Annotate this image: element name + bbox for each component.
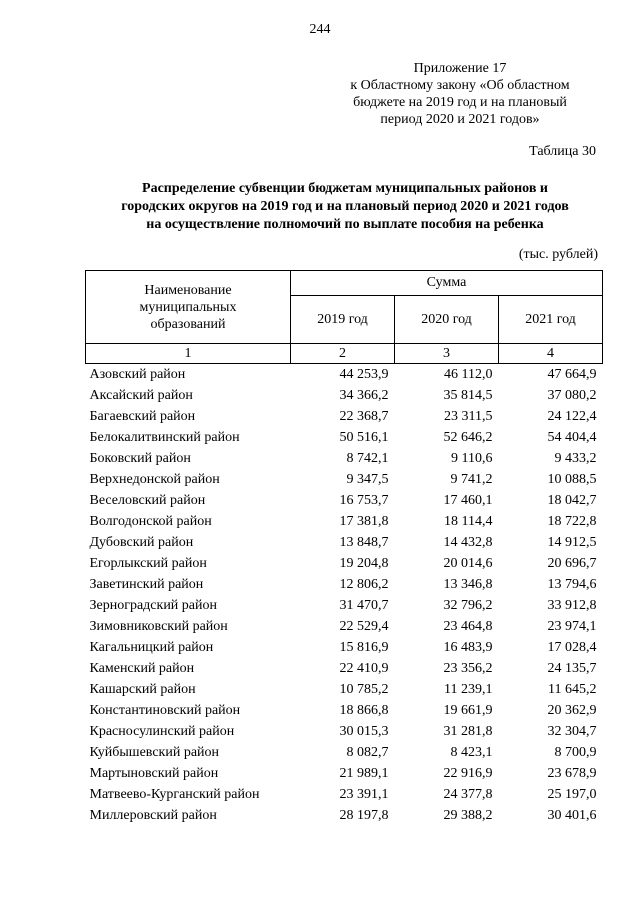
amount-cell: 54 404,4 — [547, 430, 597, 445]
table-row — [86, 511, 603, 532]
municipality-name: Миллеровский район — [89, 808, 217, 823]
amount-cell: 23 678,9 — [547, 766, 597, 781]
amount-cell: 22 529,4 — [339, 619, 389, 634]
amount-cell: 11 239,1 — [444, 682, 493, 697]
amount-cell: 23 311,5 — [444, 409, 493, 424]
amount-cell: 19 204,8 — [339, 556, 389, 571]
amount-cell: 18 042,7 — [547, 493, 597, 508]
amount-cell: 9 433,2 — [554, 451, 597, 466]
amount-cell: 32 304,7 — [547, 724, 597, 739]
table-row — [86, 679, 603, 700]
document-title — [85, 180, 605, 234]
page-number: 244 — [309, 22, 331, 37]
column-index: 2 — [291, 344, 395, 364]
amount-cell: 17 381,8 — [339, 514, 389, 529]
amount-cell: 31 281,8 — [443, 724, 493, 739]
amount-cell: 20 696,7 — [547, 556, 597, 571]
amount-cell: 44 253,9 — [339, 367, 389, 382]
table-row — [86, 385, 603, 406]
amount-cell: 24 377,8 — [443, 787, 493, 802]
amount-cell: 23 391,1 — [339, 787, 389, 802]
table-row — [86, 406, 603, 427]
municipality-name: Куйбышевский район — [89, 745, 220, 760]
municipality-name: Кагальницкий район — [89, 640, 214, 655]
municipality-name: Боковский район — [89, 451, 191, 466]
amount-cell: 12 806,2 — [339, 577, 389, 592]
municipality-name: Аксайский район — [89, 388, 193, 403]
amount-cell: 52 646,2 — [443, 430, 493, 445]
subvention-table — [85, 270, 603, 826]
amount-cell: 13 848,7 — [339, 535, 389, 550]
table-row — [86, 763, 603, 784]
table-row — [86, 784, 603, 805]
header-name-line: Наименование — [144, 282, 232, 298]
amount-cell: 10 785,2 — [339, 682, 389, 697]
table-row — [86, 616, 603, 637]
municipality-name: Белокалитвинский район — [89, 430, 240, 445]
amount-cell: 24 135,7 — [547, 661, 597, 676]
amount-cell: 15 816,9 — [339, 640, 389, 655]
table-label: Таблица 30 — [529, 144, 596, 159]
title-line: городских округов на 2019 год и на плановый период 2020 и 2021 годов — [121, 199, 569, 214]
municipality-name: Волгодонской район — [89, 514, 212, 529]
amount-cell: 46 112,0 — [444, 367, 493, 382]
header-year-2021: 2021 год — [499, 296, 603, 344]
amount-cell: 31 470,7 — [339, 598, 389, 613]
municipality-name: Веселовский район — [89, 493, 206, 508]
amount-cell: 22 410,9 — [339, 661, 389, 676]
table-row — [86, 553, 603, 574]
amount-cell: 16 483,9 — [443, 640, 493, 655]
header-year-2020: 2020 год — [395, 296, 499, 344]
amount-cell: 13 346,8 — [443, 577, 493, 592]
amount-cell: 28 197,8 — [339, 808, 389, 823]
appendix-line: бюджете на 2019 год и на плановый — [353, 95, 567, 110]
amount-cell: 18 114,4 — [444, 514, 493, 529]
amount-cell: 10 088,5 — [547, 472, 597, 487]
table-row — [86, 805, 603, 826]
table-row — [86, 721, 603, 742]
amount-cell: 24 122,4 — [547, 409, 597, 424]
municipality-name: Мартыновский район — [89, 766, 219, 781]
amount-cell: 23 464,8 — [443, 619, 493, 634]
amount-cell: 8 742,1 — [346, 451, 389, 466]
table-row — [86, 595, 603, 616]
amount-cell: 35 814,5 — [443, 388, 493, 403]
header-year-2019: 2019 год — [291, 296, 395, 344]
appendix-reference — [330, 60, 590, 128]
amount-cell: 19 661,9 — [443, 703, 493, 718]
amount-cell: 8 082,7 — [346, 745, 389, 760]
amount-cell: 8 700,9 — [554, 745, 597, 760]
table-row — [86, 427, 603, 448]
amount-cell: 20 362,9 — [547, 703, 597, 718]
header-sum: Сумма — [291, 271, 603, 296]
appendix-line: Приложение 17 — [413, 61, 507, 76]
municipality-name: Азовский район — [89, 367, 186, 382]
municipality-name: Каменский район — [89, 661, 195, 676]
table-row — [86, 364, 603, 386]
municipality-name: Матвеево-Курганский район — [89, 787, 260, 802]
table-row — [86, 700, 603, 721]
amount-cell: 9 347,5 — [346, 472, 389, 487]
amount-cell: 30 015,3 — [339, 724, 389, 739]
amount-cell: 37 080,2 — [547, 388, 597, 403]
table-row — [86, 658, 603, 679]
municipality-name: Кашарский район — [89, 682, 196, 697]
amount-cell: 25 197,0 — [547, 787, 597, 802]
municipality-name: Верхнедонской район — [89, 472, 220, 487]
amount-cell: 8 423,1 — [450, 745, 493, 760]
municipality-name: Константиновский район — [89, 703, 241, 718]
table-row — [86, 742, 603, 763]
table-row — [86, 490, 603, 511]
appendix-line: период 2020 и 2021 годов» — [380, 112, 540, 127]
table-body — [86, 364, 603, 827]
amount-cell: 9 110,6 — [451, 451, 493, 466]
amount-cell: 22 368,7 — [339, 409, 389, 424]
amount-cell: 50 516,1 — [339, 430, 389, 445]
units-label: (тыс. рублей) — [518, 247, 598, 262]
municipality-name: Дубовский район — [89, 535, 194, 550]
amount-cell: 16 753,7 — [339, 493, 389, 508]
amount-cell: 18 722,8 — [547, 514, 597, 529]
municipality-name: Заветинский район — [89, 577, 204, 592]
appendix-line: к Областному закону «Об областном — [350, 78, 570, 93]
table-row — [86, 637, 603, 658]
amount-cell: 13 794,6 — [547, 577, 597, 592]
municipality-name: Зерноградский район — [89, 598, 217, 613]
amount-cell: 21 989,1 — [339, 766, 389, 781]
header-name-line: образований — [150, 316, 226, 332]
amount-cell: 14 432,8 — [443, 535, 493, 550]
amount-cell: 30 401,6 — [547, 808, 597, 823]
header-municipality — [86, 271, 291, 344]
column-index: 1 — [86, 344, 291, 364]
amount-cell: 18 866,8 — [339, 703, 389, 718]
amount-cell: 47 664,9 — [547, 367, 597, 382]
amount-cell: 14 912,5 — [547, 535, 597, 550]
amount-cell: 20 014,6 — [443, 556, 493, 571]
amount-cell: 22 916,9 — [443, 766, 493, 781]
table-row — [86, 532, 603, 553]
title-line: на осуществление полномочий по выплате пособия на ребенка — [146, 217, 544, 232]
amount-cell: 17 028,4 — [547, 640, 597, 655]
amount-cell: 9 741,2 — [450, 472, 493, 487]
amount-cell: 33 912,8 — [547, 598, 597, 613]
table-row — [86, 469, 603, 490]
column-index: 4 — [499, 344, 603, 364]
municipality-name: Багаевский район — [89, 409, 196, 424]
header-name-line: муниципальных — [139, 299, 237, 315]
amount-cell: 29 388,2 — [443, 808, 493, 823]
amount-cell: 34 366,2 — [339, 388, 389, 403]
amount-cell: 11 645,2 — [548, 682, 597, 697]
amount-cell: 23 974,1 — [547, 619, 597, 634]
table-row — [86, 574, 603, 595]
amount-cell: 32 796,2 — [443, 598, 493, 613]
municipality-name: Красносулинский район — [89, 724, 235, 739]
column-index: 3 — [395, 344, 499, 364]
title-line: Распределение субвенции бюджетам муниципальных районов и — [142, 181, 548, 196]
table-row — [86, 448, 603, 469]
municipality-name: Егорлыкский район — [89, 556, 207, 571]
municipality-name: Зимовниковский район — [89, 619, 228, 634]
amount-cell: 17 460,1 — [443, 493, 493, 508]
amount-cell: 23 356,2 — [443, 661, 493, 676]
